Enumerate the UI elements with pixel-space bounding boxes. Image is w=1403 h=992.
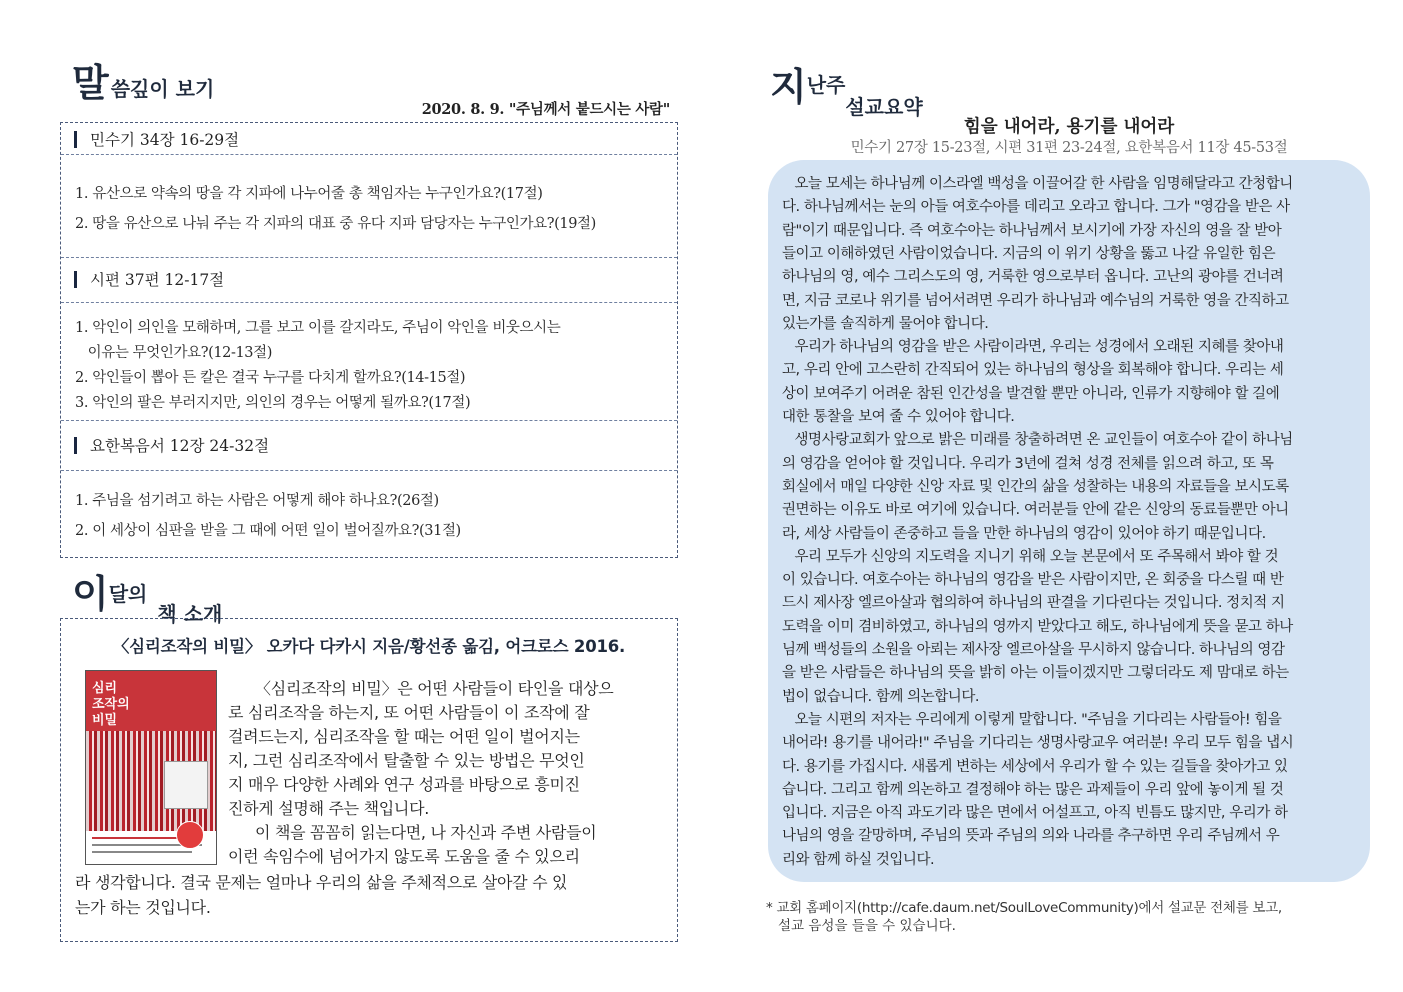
- sermon-line: 의 영감을 얻어야 할 것입니다. 우리가 3년에 걸쳐 성경 전체를 읽으려 하고, 또 목: [782, 455, 1274, 472]
- question-item: 2. 악인들이 뽑아 든 칼은 결국 누구를 다치게 할까요?(14-15절): [75, 370, 466, 386]
- sermon-line: 면, 지금 코로나 위기를 넘어서려면 우리가 하나님과 예수님의 거룩한 영을 간직하고: [782, 292, 1289, 309]
- sermon-title-part2: 설교요약: [845, 95, 923, 119]
- sermon-line: 상이 보여주기 어려운 참된 인간성을 발견할 뿐만 아니라, 인류가 지향해야 할 길에: [782, 385, 1280, 402]
- sermon-line: 들이고 이해하였던 사람이었습니다. 지금의 이 위기 상황을 뚫고 나갈 유일한 힘은: [782, 245, 1276, 262]
- heading-bar: [74, 131, 77, 148]
- book-title-part1: 달의: [108, 582, 148, 606]
- sermon-summary-box: [768, 160, 1370, 882]
- cover-badge: [176, 821, 204, 849]
- sermon-line: 고, 우리 안에 고스란히 간직되어 있는 하나님의 형상을 회복해야 합니다. 우리는 세: [782, 362, 1284, 379]
- sermon-section-title: [770, 56, 923, 119]
- question-item: 이유는 무엇인가요?(12-13절): [75, 345, 272, 361]
- book-text-line: 진하게 설명해 주는 책입니다.: [228, 799, 430, 818]
- sermon-title: 힘을 내어라, 용기를 내어라: [963, 117, 1175, 137]
- sermon-line: 도력을 이미 겸비하였고, 하나님의 영까지 받았다고 해도, 하나님에게 뜻을 묻고 하나: [782, 618, 1293, 635]
- section-heading-john: [61, 421, 677, 471]
- question-item: 1. 유산으로 약속의 땅을 각 지파에 나누어줄 총 책임자는 누구인가요?(17절): [75, 186, 543, 202]
- sermon-title-part1: 난주: [806, 73, 846, 97]
- sermon-line: 라, 세상 사람들이 존중하고 들을 만한 하나님의 영감이 있어야 하기 때문입니다.: [782, 525, 1266, 542]
- question-item: 3. 악인의 팔은 부러지지만, 의인의 경우는 어떻게 될까요?(17절): [75, 395, 471, 411]
- book-text-line: 이런 속임수에 넘어가지 않도록 도움을 줄 수 있으리: [228, 847, 580, 866]
- study-date-line: 2020. 8. 9. "주님께서 붙드시는 사람": [421, 101, 670, 118]
- sermon-title-initial: 지: [770, 64, 807, 109]
- sermon-line: 다. 용기를 가집시다. 새롭게 변하는 세상에서 우리가 할 수 있는 길들을 찾아가고 있: [782, 758, 1288, 775]
- book-title-initial: 이: [72, 571, 109, 616]
- book-text-line: 라 생각합니다. 결국 문제는 얼마나 우리의 삶을 주체적으로 살아갈 수 있: [75, 873, 568, 892]
- study-section-title: [72, 52, 215, 105]
- book-text-line: 이 책을 꼼꼼히 읽는다면, 나 자신과 주변 사람들이: [255, 823, 597, 842]
- sermon-line: 람"이기 때문입니다. 즉 여호수아는 하나님께서 보시기에 가장 자신의 영을 잘 받아: [782, 222, 1282, 239]
- sermon-line: 드시 제사장 엘르아살과 협의하여 하나님의 판결을 기다린다는 것입니다. 정치적 지: [782, 595, 1285, 612]
- cover-card: [164, 761, 208, 809]
- sermon-line: 하나님의 영, 예수 그리스도의 영, 거룩한 영으로부터 옵니다. 고난의 광야를 건너려: [782, 269, 1284, 286]
- book-intro-box: [60, 618, 678, 942]
- cover-text-line: [92, 837, 188, 839]
- sermon-line: 나님의 영을 갈망하며, 주님의 뜻과 주님의 의와 나라를 추구하면 우리 주님께서 우: [782, 828, 1280, 845]
- sermon-line: 오늘 시편의 저자는 우리에게 이렇게 말합니다. "주님을 기다리는 사람들아! 힘을: [782, 711, 1282, 728]
- sermon-line: 생명사랑교회가 앞으로 밝은 미래를 창출하려면 온 교인들이 여호수아 같이 하나님: [782, 432, 1293, 449]
- section-heading-text: 시편 37편 12-17절: [90, 271, 225, 289]
- homepage-footnote: * 교회 홈페이지(http://cafe.daum.net/SoulLoveCommunity)에서 설교문 전체를 보고,: [766, 900, 1282, 916]
- book-text-line: 걸려드는지, 심리조작을 할 때는 어떤 일이 벌어지는: [228, 727, 580, 746]
- section-questions: [61, 155, 677, 258]
- book-text-line: 는가 하는 것입니다.: [75, 898, 211, 917]
- book-text-line: 지, 그런 심리조작에서 탈출할 수 있는 방법은 무엇인: [228, 751, 585, 770]
- sermon-line: 리와 함께 하실 것입니다.: [782, 851, 935, 868]
- question-item: 2. 이 세상이 심판을 받을 그 때에 어떤 일이 벌어질까요?(31절): [75, 523, 461, 539]
- sermon-line: 오늘 모세는 하나님께 이스라엘 백성을 이끌어갈 한 사람을 임명해달라고 간청합니: [782, 176, 1293, 192]
- study-title-rest: 씀깊이 보기: [110, 77, 215, 101]
- sermon-line: 권면하는 이유도 바로 여기에 있습니다. 여러분들 안에 같은 신앙의 동료들뿐만 아니: [782, 502, 1289, 519]
- sermon-line: 우리 모두가 신앙의 지도력을 지니기 위해 오늘 본문에서 또 주목해서 봐야 할 것: [782, 548, 1279, 565]
- book-text-line: 로 심리조작을 하는지, 또 어떤 사람들이 이 조작에 잘: [228, 703, 590, 722]
- section-heading-numbers: [61, 123, 677, 155]
- study-title-initial: 말: [72, 60, 109, 105]
- book-cover-image: [85, 670, 217, 865]
- sermon-line: 이 있습니다. 여호수아는 하나님의 영감을 받은 사람이지만, 온 회중을 다스릴 때 반: [782, 572, 1284, 589]
- section-heading-text: 요한복음서 12장 24-32절: [90, 437, 270, 455]
- sermon-line: 을 받은 사람들은 하나님의 뜻을 밝히 아는 이들이겠지만 그렇더라도 제 맘대로 하는: [782, 665, 1289, 682]
- cover-title: 심리 조작의 비밀: [92, 681, 130, 728]
- section-heading-psalms: [61, 258, 677, 303]
- sermon-line: 회실에서 매일 다양한 신앙 자료 및 인간의 삶을 성찰하는 내용의 자료들을 보시도록: [782, 478, 1289, 495]
- sermon-line: 있는가를 솔직하게 물어야 합니다.: [782, 315, 989, 332]
- question-item: 1. 악인이 의인을 모해하며, 그를 보고 이를 갈지라도, 주님이 악인을 비웃으시는: [75, 320, 561, 336]
- sermon-line: 입니다. 지금은 아직 과도기라 많은 면에서 어설프고, 아직 빈틈도 많지만, 우리가 하: [782, 805, 1288, 822]
- book-text-line: 지 매우 다양한 사례와 연구 성과를 바탕으로 흥미진: [228, 775, 580, 794]
- book-text-line: 〈심리조작의 비밀〉은 어떤 사람들이 타인을 대상으: [255, 679, 614, 698]
- section-questions: [61, 471, 677, 557]
- sermon-line: 다. 하나님께서는 눈의 아들 여호수아를 데리고 오라고 합니다. 그가 "영감을 받은 사: [782, 199, 1290, 216]
- sermon-line: 우리가 하나님의 영감을 받은 사람이라면, 우리는 성경에서 오래된 지혜를 찾아내: [782, 339, 1284, 356]
- sermon-line: 법이 없습니다. 함께 의논합니다.: [782, 688, 980, 705]
- sermon-line: 습니다. 그리고 함께 의논하고 결정해야 하는 많은 과제들이 우리 앞에 놓이게 될 것: [782, 781, 1284, 798]
- sermon-scripture-refs: 민수기 27장 15-23절, 시편 31편 23-24절, 요한복음서 11장 45-53절: [850, 140, 1288, 156]
- sermon-line: 내어라! 용기를 내어라!" 주님을 기다리는 생명사랑교우 여러분! 우리 모두 힘을 냅시: [782, 735, 1294, 752]
- homepage-footnote-cont: 설교 음성을 들을 수 있습니다.: [778, 918, 956, 934]
- question-item: 1. 주님을 섬기려고 하는 사람은 어떻게 해야 하나요?(26절): [75, 493, 439, 509]
- study-questions-box: [60, 122, 678, 558]
- cover-text-line: [92, 851, 192, 853]
- section-questions: [61, 303, 677, 421]
- sermon-line: 님께 백성들의 소원을 아뢰는 제사장 엘르아살을 무시하지 않습니다. 하나님의 영감: [782, 642, 1285, 658]
- section-heading-text: 민수기 34장 16-29절: [90, 131, 240, 149]
- book-heading: 〈심리조작의 비밀〉 오카다 다카시 지음/황선종 옮김, 어크로스 2016.: [112, 637, 626, 656]
- heading-bar: [74, 271, 77, 288]
- book-title-part2: 책 소개: [157, 602, 223, 626]
- book-section-title: [72, 563, 223, 626]
- question-item: 2. 땅을 유산으로 나눠 주는 각 지파의 대표 중 유다 지파 담당자는 누구인가요?(19절): [75, 216, 596, 232]
- heading-bar: [74, 437, 77, 454]
- sermon-line: 대한 통찰을 보여 줄 수 있어야 합니다.: [782, 409, 1015, 425]
